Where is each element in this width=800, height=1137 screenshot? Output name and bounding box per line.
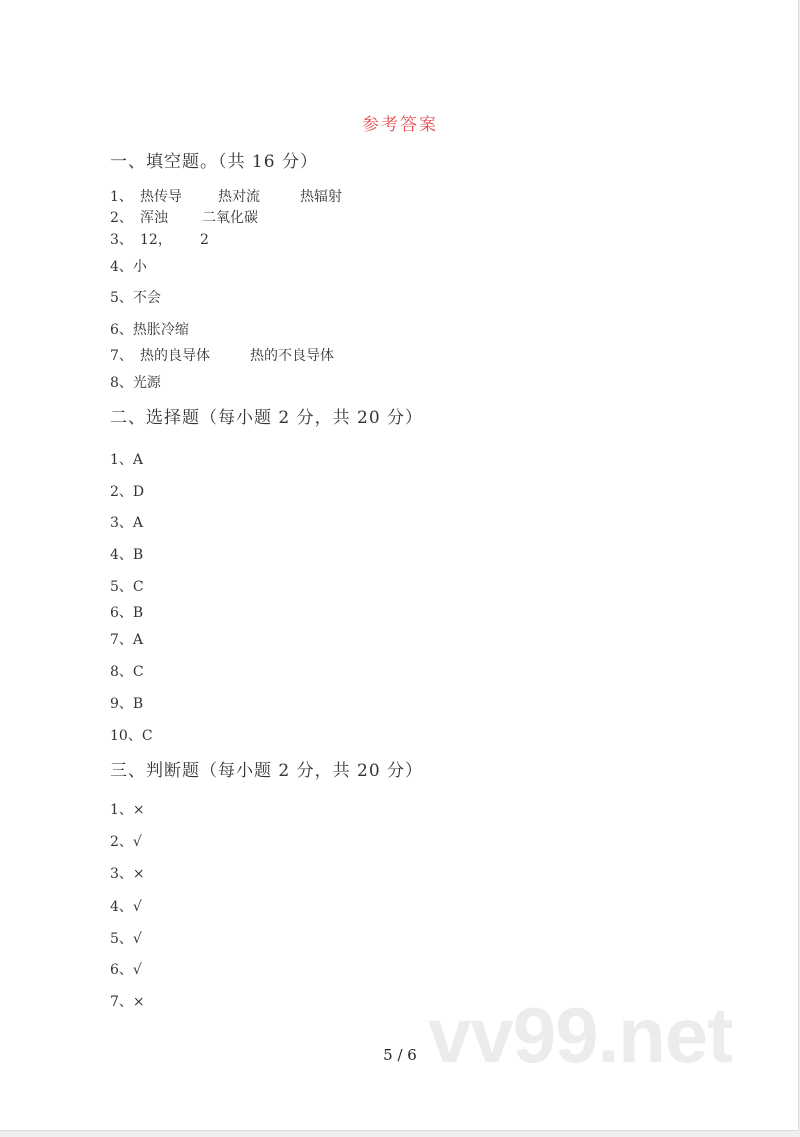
list-item: 2、√: [110, 834, 142, 850]
list-item: [110, 258, 147, 276]
answer: 12，: [140, 232, 172, 248]
answer: 热辐射: [300, 189, 342, 205]
list-item: 5、√: [110, 931, 142, 947]
list-item: 9、B: [110, 696, 144, 712]
item-number: 4、: [110, 259, 133, 275]
list-item: 4、B: [110, 547, 144, 563]
answer: 热传导: [140, 189, 182, 205]
list-item: [110, 347, 510, 365]
list-item: [110, 289, 161, 307]
answer: 热胀冷缩: [132, 322, 189, 338]
answer: 热的良导体: [140, 348, 210, 364]
list-item: [110, 188, 510, 206]
list-item: 4、√: [110, 899, 142, 915]
list-item: 3、×: [110, 866, 145, 882]
item-number: 5、: [110, 290, 133, 306]
list-item: [110, 374, 161, 392]
item-number: 1、: [110, 189, 133, 205]
section-heading-multiple-choice: 二、选择题（每小题 2 分，共 20 分）: [110, 408, 424, 428]
answer: 热对流: [218, 189, 260, 205]
answer: 2: [200, 232, 209, 248]
section-heading-fill-blank: 一、填空题。（共 16 分）: [110, 152, 318, 172]
list-item: 3、A: [110, 515, 144, 531]
answer: 不会: [132, 290, 161, 306]
list-item: [110, 231, 510, 249]
item-number: 2、: [110, 210, 133, 226]
list-item: 2、D: [110, 484, 145, 500]
list-item: 6、√: [110, 962, 142, 978]
watermark: vv99.net: [428, 991, 733, 1079]
list-item: 1、A: [110, 452, 144, 468]
item-number: 3、: [110, 232, 133, 248]
list-item: 7、×: [110, 994, 145, 1010]
list-item: 6、B: [110, 605, 144, 621]
item-number: 8、: [110, 375, 133, 391]
page-title: 参考答案: [362, 115, 438, 135]
page-number: 5 / 6: [383, 1046, 417, 1064]
answer: 浑浊: [140, 210, 168, 226]
list-item: 5、C: [110, 579, 144, 595]
item-number: 7、: [110, 348, 133, 364]
list-item: 7、A: [110, 632, 144, 648]
list-item: 8、C: [110, 664, 144, 680]
answer: 热的不良导体: [250, 348, 334, 364]
section-heading-true-false: 三、判断题（每小题 2 分，共 20 分）: [110, 761, 424, 781]
answer: 二氧化碳: [202, 210, 258, 226]
list-item: 1、×: [110, 802, 145, 818]
list-item: [110, 209, 510, 227]
item-number: 6、: [110, 322, 133, 338]
answer: 小: [132, 259, 147, 275]
answer: 光源: [132, 375, 161, 391]
list-item: [110, 321, 189, 339]
list-item: 10、C: [110, 728, 153, 744]
